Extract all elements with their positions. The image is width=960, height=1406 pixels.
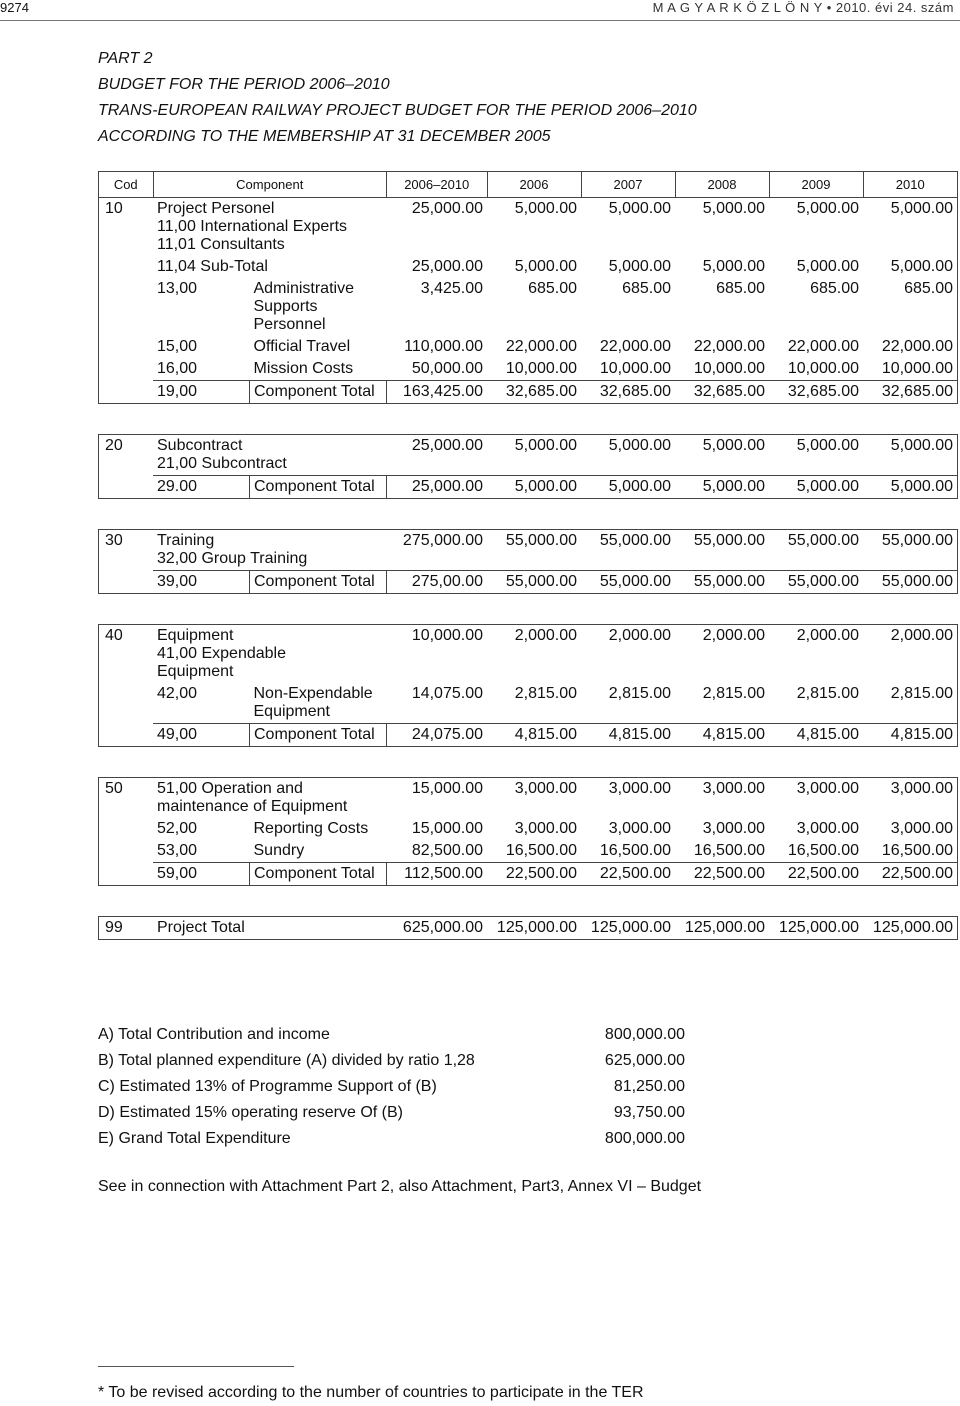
table-header-row	[99, 172, 958, 198]
value-cell: 3,000.00	[863, 778, 958, 819]
component-code-cell	[153, 863, 250, 886]
cell-text: 59,00	[157, 865, 198, 882]
value-cell: 55,000.00	[487, 571, 581, 594]
value-cell: 14,075.00	[411, 685, 483, 702]
value-cell: 3,000.00	[702, 820, 765, 837]
value-cell: 625,000.00	[387, 917, 488, 940]
cell-text: 19,00	[157, 383, 198, 400]
value-cell: 10,000.00	[387, 625, 488, 684]
cod-cell: 40	[99, 625, 154, 747]
value-cell: 22,500.00	[581, 863, 675, 886]
value-cell: 685.00	[528, 280, 577, 297]
header-rule	[0, 20, 960, 21]
cell-text: Training	[157, 532, 215, 549]
table-row	[99, 724, 958, 747]
value-cell: 25,000.00	[411, 258, 483, 275]
gap-cell	[99, 404, 958, 435]
cell-text: Supports	[253, 298, 318, 315]
value-cell: 82,500.00	[411, 842, 483, 859]
component-cell	[153, 778, 387, 819]
cell-text: 42,00	[157, 685, 198, 702]
summary-value: 93,750.00	[613, 1104, 685, 1121]
value-cell: 5,000.00	[863, 198, 958, 257]
cod-cell: 30	[99, 530, 154, 594]
component-code-cell	[153, 278, 250, 336]
value-cell: 3,000.00	[581, 778, 675, 819]
value-cell: 5,000.00	[608, 258, 671, 275]
value-cell: 15,000.00	[387, 778, 488, 819]
value-cell: 3,425.00	[420, 280, 483, 297]
cell-text: Personnel	[253, 316, 326, 333]
group-gap	[99, 886, 958, 917]
value-cell: 55,000.00	[769, 530, 863, 571]
component-name-cell	[250, 358, 387, 381]
value-cell: 2,000.00	[769, 625, 863, 684]
title-line: PART 2	[98, 50, 153, 67]
value-cell: 32,685.00	[769, 381, 863, 404]
cell-text: 32,00 Group Training	[157, 550, 308, 567]
value-cell: 55,000.00	[487, 530, 581, 571]
component-code-cell	[153, 358, 250, 381]
value-cell: 685.00	[810, 280, 859, 297]
value-cell: 163,425.00	[387, 381, 488, 404]
cell-text: 13,00	[157, 280, 198, 297]
summary-row	[98, 1100, 685, 1126]
value-cell: 32,685.00	[487, 381, 581, 404]
value-cell: 16,500.00	[787, 842, 859, 859]
value-cell: 25,000.00	[387, 476, 488, 499]
value-cell: 16,500.00	[599, 842, 671, 859]
cell-text: 53,00	[157, 842, 198, 859]
cell-text: maintenance of Equipment	[157, 798, 348, 815]
value-cell: 4,815.00	[863, 724, 958, 747]
summary-label: D) Estimated 15% operating reserve Of (B)	[98, 1104, 404, 1121]
table-row	[99, 863, 958, 886]
component-name-cell	[250, 278, 387, 336]
value-cell: 2,000.00	[487, 625, 581, 684]
value-cell: 55,000.00	[581, 571, 675, 594]
value-cell: 25,000.00	[387, 198, 488, 257]
value-cell: 5,000.00	[769, 435, 863, 476]
journal-header: M A G Y A R K Ö Z L Ö N Y • 2010. évi 24. szám	[652, 0, 954, 15]
summary-label: C) Estimated 13% of Programme Support of (B)	[98, 1078, 437, 1095]
cell-text: Equipment	[157, 663, 234, 680]
value-cell: 3,000.00	[769, 778, 863, 819]
cell-text: Equipment	[157, 627, 234, 644]
value-cell: 2,815.00	[796, 685, 859, 702]
cell-text: Component Total	[254, 865, 375, 882]
footnote: * To be revised according to the number of countries to participate in the TER	[98, 1384, 644, 1401]
value-cell: 110,000.00	[404, 338, 483, 355]
summary-row	[98, 1074, 685, 1100]
table-row	[99, 571, 958, 594]
table-row	[99, 840, 958, 863]
value-cell: 5,000.00	[863, 476, 958, 499]
table-row	[99, 198, 958, 257]
component-name-cell	[250, 476, 387, 499]
cod-cell: 50	[99, 778, 154, 886]
page-number: 9274	[0, 0, 29, 15]
component-cell	[153, 917, 387, 940]
cell-text: 11,04 Sub-Total	[157, 258, 268, 275]
value-cell: 2,000.00	[581, 625, 675, 684]
cell-text: Administrative	[253, 280, 354, 297]
component-code-cell	[153, 476, 250, 499]
value-cell: 55,000.00	[675, 530, 769, 571]
component-cell	[153, 435, 387, 476]
value-cell: 5,000.00	[487, 198, 581, 257]
table-row	[99, 778, 958, 819]
value-cell: 10,000.00	[693, 360, 765, 377]
summary-value: 625,000.00	[604, 1052, 685, 1069]
document-title	[98, 46, 697, 150]
summary-row	[98, 1126, 685, 1152]
value-cell: 125,000.00	[581, 917, 675, 940]
table-row	[99, 336, 958, 358]
value-cell: 55,000.00	[581, 530, 675, 571]
component-code-cell	[153, 336, 250, 358]
value-cell: 16,500.00	[863, 840, 958, 863]
cell-text: Mission Costs	[253, 360, 354, 377]
component-name-cell	[250, 818, 387, 840]
value-cell: 55,000.00	[863, 571, 958, 594]
value-cell: 55,000.00	[863, 530, 958, 571]
value-cell: 4,815.00	[769, 724, 863, 747]
col-header-2006: 2006	[487, 172, 581, 198]
value-cell: 5,000.00	[702, 258, 765, 275]
value-cell: 10,000.00	[863, 358, 958, 381]
value-cell: 685.00	[622, 280, 671, 297]
value-cell: 22,000.00	[787, 338, 859, 355]
table-row	[99, 435, 958, 476]
value-cell: 22,500.00	[863, 863, 958, 886]
table-row	[99, 683, 958, 724]
component-name-cell	[250, 336, 387, 358]
cell-text: Component Total	[254, 573, 375, 590]
table-row	[99, 625, 958, 684]
gap-cell	[99, 747, 958, 778]
col-header-component: Component	[153, 172, 387, 198]
table-row	[99, 278, 958, 336]
budget-table	[98, 171, 958, 940]
value-cell: 5,000.00	[581, 435, 675, 476]
cell-text: Non-Expendable	[253, 685, 373, 702]
col-header-2008: 2008	[675, 172, 769, 198]
gap-cell	[99, 886, 958, 917]
table-row	[99, 476, 958, 499]
value-cell: 125,000.00	[769, 917, 863, 940]
value-cell: 10,000.00	[599, 360, 671, 377]
cell-text: 16,00	[157, 360, 198, 377]
group-gap	[99, 747, 958, 778]
cell-text: Project Personel	[157, 200, 275, 217]
cell-text: 41,00 Expendable	[157, 645, 286, 662]
col-header-total: 2006–2010	[387, 172, 488, 198]
value-cell: 32,685.00	[675, 381, 769, 404]
value-cell: 5,000.00	[675, 435, 769, 476]
cod-cell: 20	[99, 435, 154, 499]
summary-label: B) Total planned expenditure (A) divided by ratio 1,28	[98, 1052, 475, 1069]
cod-cell: 99	[99, 917, 154, 940]
component-code-cell	[153, 683, 250, 724]
value-cell: 5,000.00	[769, 198, 863, 257]
component-name-cell	[250, 571, 387, 594]
cell-text: Component Total	[254, 726, 375, 743]
summary-value: 800,000.00	[604, 1026, 685, 1043]
value-cell: 275,00.00	[387, 571, 488, 594]
value-cell: 10,000.00	[787, 360, 859, 377]
component-code-cell	[153, 818, 250, 840]
value-cell: 685.00	[716, 280, 765, 297]
value-cell: 112,500.00	[387, 863, 488, 886]
table-row	[99, 818, 958, 840]
group-gap	[99, 404, 958, 435]
value-cell: 275,000.00	[387, 530, 488, 571]
title-line: ACCORDING TO THE MEMBERSHIP AT 31 DECEMBER 2005	[98, 128, 551, 145]
value-cell: 5,000.00	[487, 476, 581, 499]
cell-text: Reporting Costs	[253, 820, 369, 837]
value-cell: 25,000.00	[387, 435, 488, 476]
value-cell: 3,000.00	[675, 778, 769, 819]
value-cell: 5,000.00	[487, 435, 581, 476]
component-code-cell	[153, 381, 250, 404]
value-cell: 2,000.00	[863, 625, 958, 684]
value-cell: 22,000.00	[505, 338, 577, 355]
component-name-cell	[250, 863, 387, 886]
component-cell	[153, 198, 387, 257]
value-cell: 10,000.00	[505, 360, 577, 377]
value-cell: 5,000.00	[514, 258, 577, 275]
cell-text: Official Travel	[253, 338, 351, 355]
value-cell: 32,685.00	[863, 381, 958, 404]
col-header-2009: 2009	[769, 172, 863, 198]
col-header-2007: 2007	[581, 172, 675, 198]
summary-value: 800,000.00	[604, 1130, 685, 1147]
footnote-rule	[98, 1366, 294, 1367]
cell-text: 29.00	[157, 478, 198, 495]
value-cell: 22,000.00	[863, 336, 958, 358]
value-cell: 5,000.00	[675, 198, 769, 257]
value-cell: 685.00	[863, 278, 958, 336]
component-code-cell	[153, 724, 250, 747]
value-cell: 2,000.00	[675, 625, 769, 684]
value-cell: 3,000.00	[514, 820, 577, 837]
component-name-cell	[250, 840, 387, 863]
value-cell: 22,500.00	[675, 863, 769, 886]
summary-row	[98, 1048, 685, 1074]
title-line: BUDGET FOR THE PERIOD 2006–2010	[98, 76, 390, 93]
cod-cell: 10	[99, 198, 154, 404]
table-row	[99, 917, 958, 940]
value-cell: 5,000.00	[581, 198, 675, 257]
component-name-cell	[250, 381, 387, 404]
group-gap	[99, 594, 958, 625]
gap-cell	[99, 499, 958, 530]
value-cell: 55,000.00	[675, 571, 769, 594]
component-code-cell	[153, 571, 250, 594]
summary-label: E) Grand Total Expenditure	[98, 1130, 291, 1147]
value-cell: 125,000.00	[487, 917, 581, 940]
value-cell: 2,815.00	[514, 685, 577, 702]
value-cell: 22,000.00	[693, 338, 765, 355]
value-cell: 15,000.00	[411, 820, 483, 837]
cell-text: Sundry	[253, 842, 305, 859]
value-cell: 2,815.00	[863, 683, 958, 724]
cell-text: 39,00	[157, 573, 198, 590]
value-cell: 24,075.00	[387, 724, 488, 747]
cell-text: 11,00 International Experts	[157, 218, 348, 235]
component-cell	[153, 530, 387, 571]
value-cell: 2,815.00	[702, 685, 765, 702]
value-cell: 55,000.00	[769, 571, 863, 594]
value-cell: 22,000.00	[599, 338, 671, 355]
component-code-cell	[153, 840, 250, 863]
cell-text: Component Total	[254, 478, 375, 495]
value-cell: 32,685.00	[581, 381, 675, 404]
value-cell: 4,815.00	[487, 724, 581, 747]
title-line: TRANS-EUROPEAN RAILWAY PROJECT BUDGET FOR THE PERIOD 2006–2010	[98, 102, 697, 119]
component-cell	[153, 256, 387, 278]
component-cell	[153, 625, 387, 684]
summary-row	[98, 1022, 685, 1048]
cell-text: Component Total	[254, 383, 375, 400]
value-cell: 5,000.00	[796, 258, 859, 275]
value-cell: 3,000.00	[487, 778, 581, 819]
gap-cell	[99, 594, 958, 625]
group-gap	[99, 499, 958, 530]
table-row	[99, 530, 958, 571]
cell-text: 51,00 Operation and	[157, 780, 303, 797]
cell-text: 49,00	[157, 726, 198, 743]
cell-text: Equipment	[253, 703, 330, 720]
value-cell: 3,000.00	[796, 820, 859, 837]
value-cell: 5,000.00	[769, 476, 863, 499]
value-cell: 5,000.00	[863, 256, 958, 278]
cell-text: 52,00	[157, 820, 198, 837]
value-cell: 5,000.00	[581, 476, 675, 499]
value-cell: 5,000.00	[675, 476, 769, 499]
component-name-cell	[250, 683, 387, 724]
value-cell: 50,000.00	[411, 360, 483, 377]
summary-block	[98, 1022, 685, 1152]
value-cell: 125,000.00	[675, 917, 769, 940]
col-header-cod: Cod	[99, 172, 154, 198]
value-cell: 16,500.00	[693, 842, 765, 859]
value-cell: 2,815.00	[608, 685, 671, 702]
cell-text: Subcontract	[157, 437, 243, 454]
value-cell: 22,500.00	[487, 863, 581, 886]
value-cell: 22,500.00	[769, 863, 863, 886]
value-cell: 4,815.00	[675, 724, 769, 747]
table-row	[99, 256, 958, 278]
summary-label: A) Total Contribution and income	[98, 1026, 330, 1043]
table-row	[99, 358, 958, 381]
summary-value: 81,250.00	[613, 1078, 685, 1095]
value-cell: 4,815.00	[581, 724, 675, 747]
col-header-2010: 2010	[863, 172, 958, 198]
cell-text: 11,01 Consultants	[157, 236, 285, 253]
component-name-cell	[250, 724, 387, 747]
value-cell: 3,000.00	[863, 818, 958, 840]
cell-text: Project Total	[157, 919, 245, 936]
value-cell: 16,500.00	[505, 842, 577, 859]
value-cell: 125,000.00	[863, 917, 958, 940]
table-row	[99, 381, 958, 404]
attachment-note: See in connection with Attachment Part 2, also Attachment, Part3, Annex VI – Budget	[98, 1178, 702, 1195]
cell-text: 15,00	[157, 338, 198, 355]
cell-text: 21,00 Subcontract	[157, 455, 287, 472]
value-cell: 3,000.00	[608, 820, 671, 837]
value-cell: 5,000.00	[863, 435, 958, 476]
